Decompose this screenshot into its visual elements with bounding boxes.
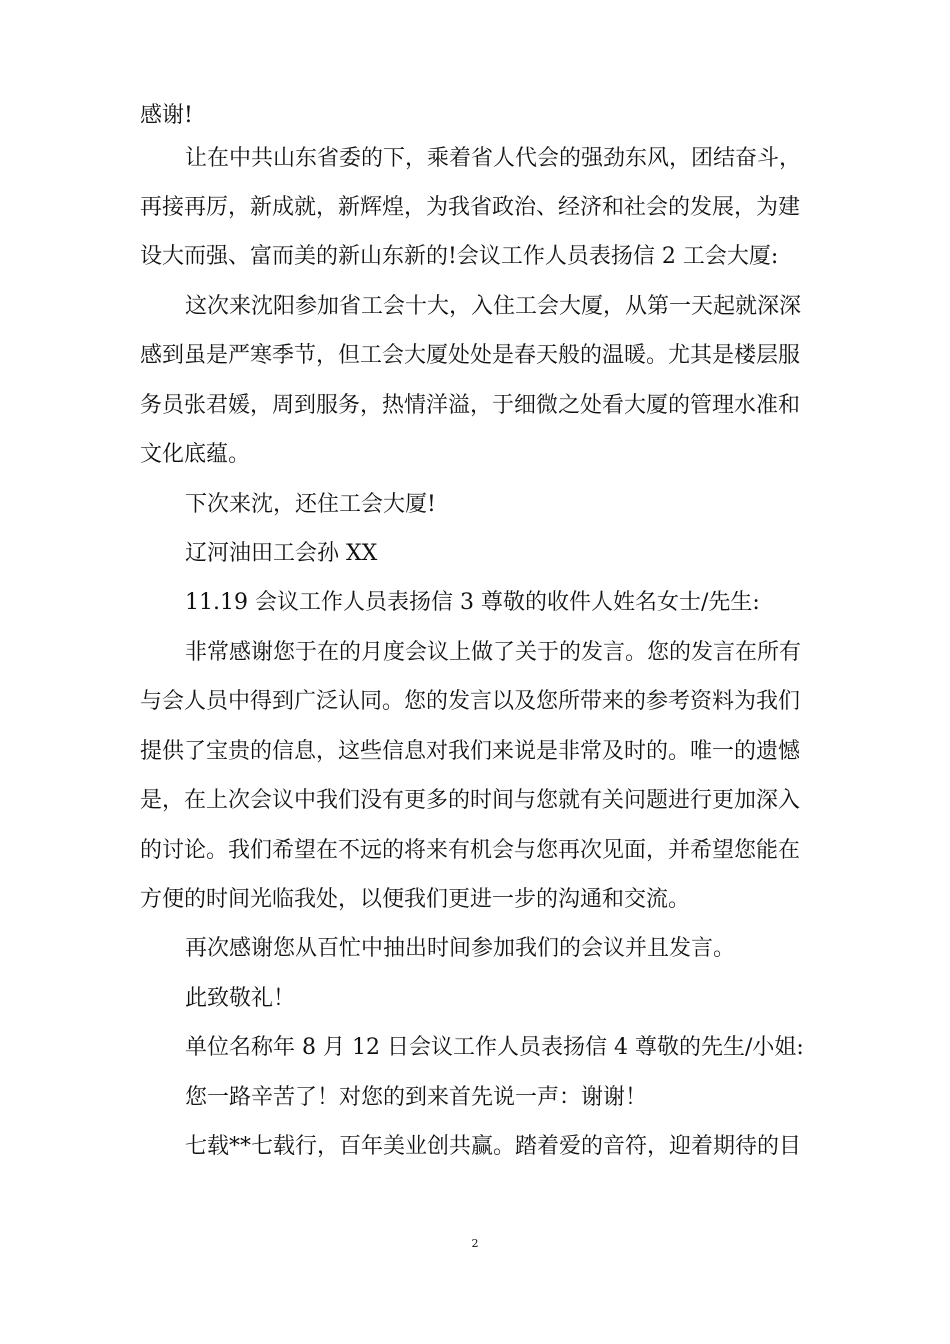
text-line: 这次来沈阳参加省工会十大，入住工会大厦，从第一天起就深深 [185,294,802,319]
text-line: 非常感谢您于在的月度会议上做了关于的发言。您的发言在所有 [185,640,802,665]
text-line: 此致敬礼！ [185,986,296,1011]
text-line: 感到虽是严寒季节，但工会大厦处处是春天般的温暖。尤其是楼层服 [140,343,801,368]
text-line: 感谢! [140,103,193,128]
text-line: 单位名称年 8 月 12 日会议工作人员表扬信 4 尊敬的先生/小姐: [185,1035,804,1060]
text-line: 方便的时间光临我处，以便我们更进一步的沟通和交流。 [140,887,691,912]
page-number: 2 [471,1237,479,1250]
text-line: 您一路辛苦了！对您的到来首先说一声：谢谢！ [185,1085,648,1110]
text-line: 再次感谢您从百忙中抽出时间参加我们的会议并且发言。 [185,936,736,961]
text-line: 再接再厉，新成就，新辉煌，为我省政治、经济和社会的发展，为建 [140,195,801,220]
text-line: 的讨论。我们希望在不远的将来有机会与您再次见面，并希望您能在 [140,838,801,863]
text-line: 与会人员中得到广泛认同。您的发言以及您所带来的参考资料为我们 [140,689,801,714]
text-line: 下次来沈，还住工会大厦! [185,492,436,517]
text-line: 设大而强、富而美的新山东新的!会议工作人员表扬信 2 工会大厦: [140,244,779,269]
text-line: 务员张君媛，周到服务，热情洋溢，于细微之处看大厦的管理水准和 [140,393,801,418]
text-line: 让在中共山东省委的下，乘着省人代会的强劲东风，团结奋斗， [185,146,802,171]
text-line: 11.19 会议工作人员表扬信 3 尊敬的收件人姓名女士/先生: [185,590,760,615]
text-line: 是，在上次会议中我们没有更多的时间与您就有关问题进行更加深入 [140,788,801,813]
text-line: 文化底蕴。 [140,442,251,467]
text-line: 辽河油田工会孙 XX [185,541,378,566]
text-line: 提供了宝贵的信息，这些信息对我们来说是非常及时的。唯一的遗憾 [140,739,801,764]
text-line: 七载**七载行，百年美业创共赢。踏着爱的音符，迎着期待的目 [185,1134,802,1159]
